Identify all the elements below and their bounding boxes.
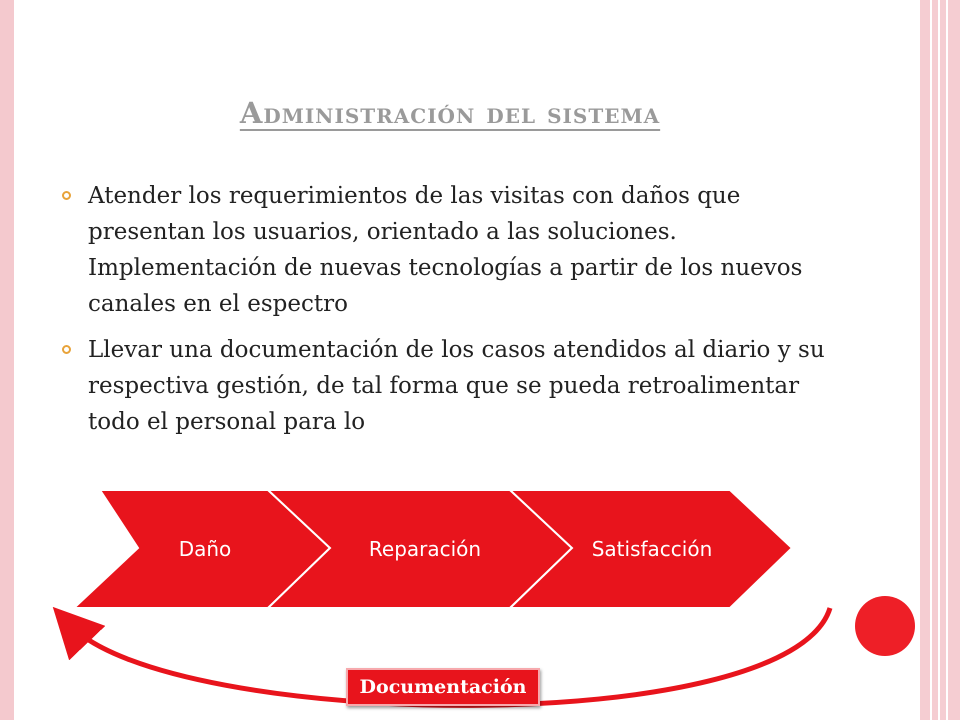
bullet-text: Llevar una documentación de los casos atendidos al diario y su respectiva gestión, de tal forma que se pueda retroalimentar todo el personal para lo xyxy=(88,337,825,435)
slide-title: Administración del sistema xyxy=(239,96,661,130)
documentation-label: Documentación xyxy=(346,668,540,706)
decorative-circle xyxy=(855,596,915,656)
process-step-label: Daño xyxy=(178,537,232,561)
process-step-label: Reparación xyxy=(368,537,482,561)
process-step-label: Satisfacción xyxy=(591,537,713,561)
bullet-text: Atender los requerimientos de las visitas con daños que presentan los usuarios, orientado a las soluciones. Implementación de nuevas tecnologías a partir de los nuevos canales en el espectro xyxy=(88,183,803,317)
